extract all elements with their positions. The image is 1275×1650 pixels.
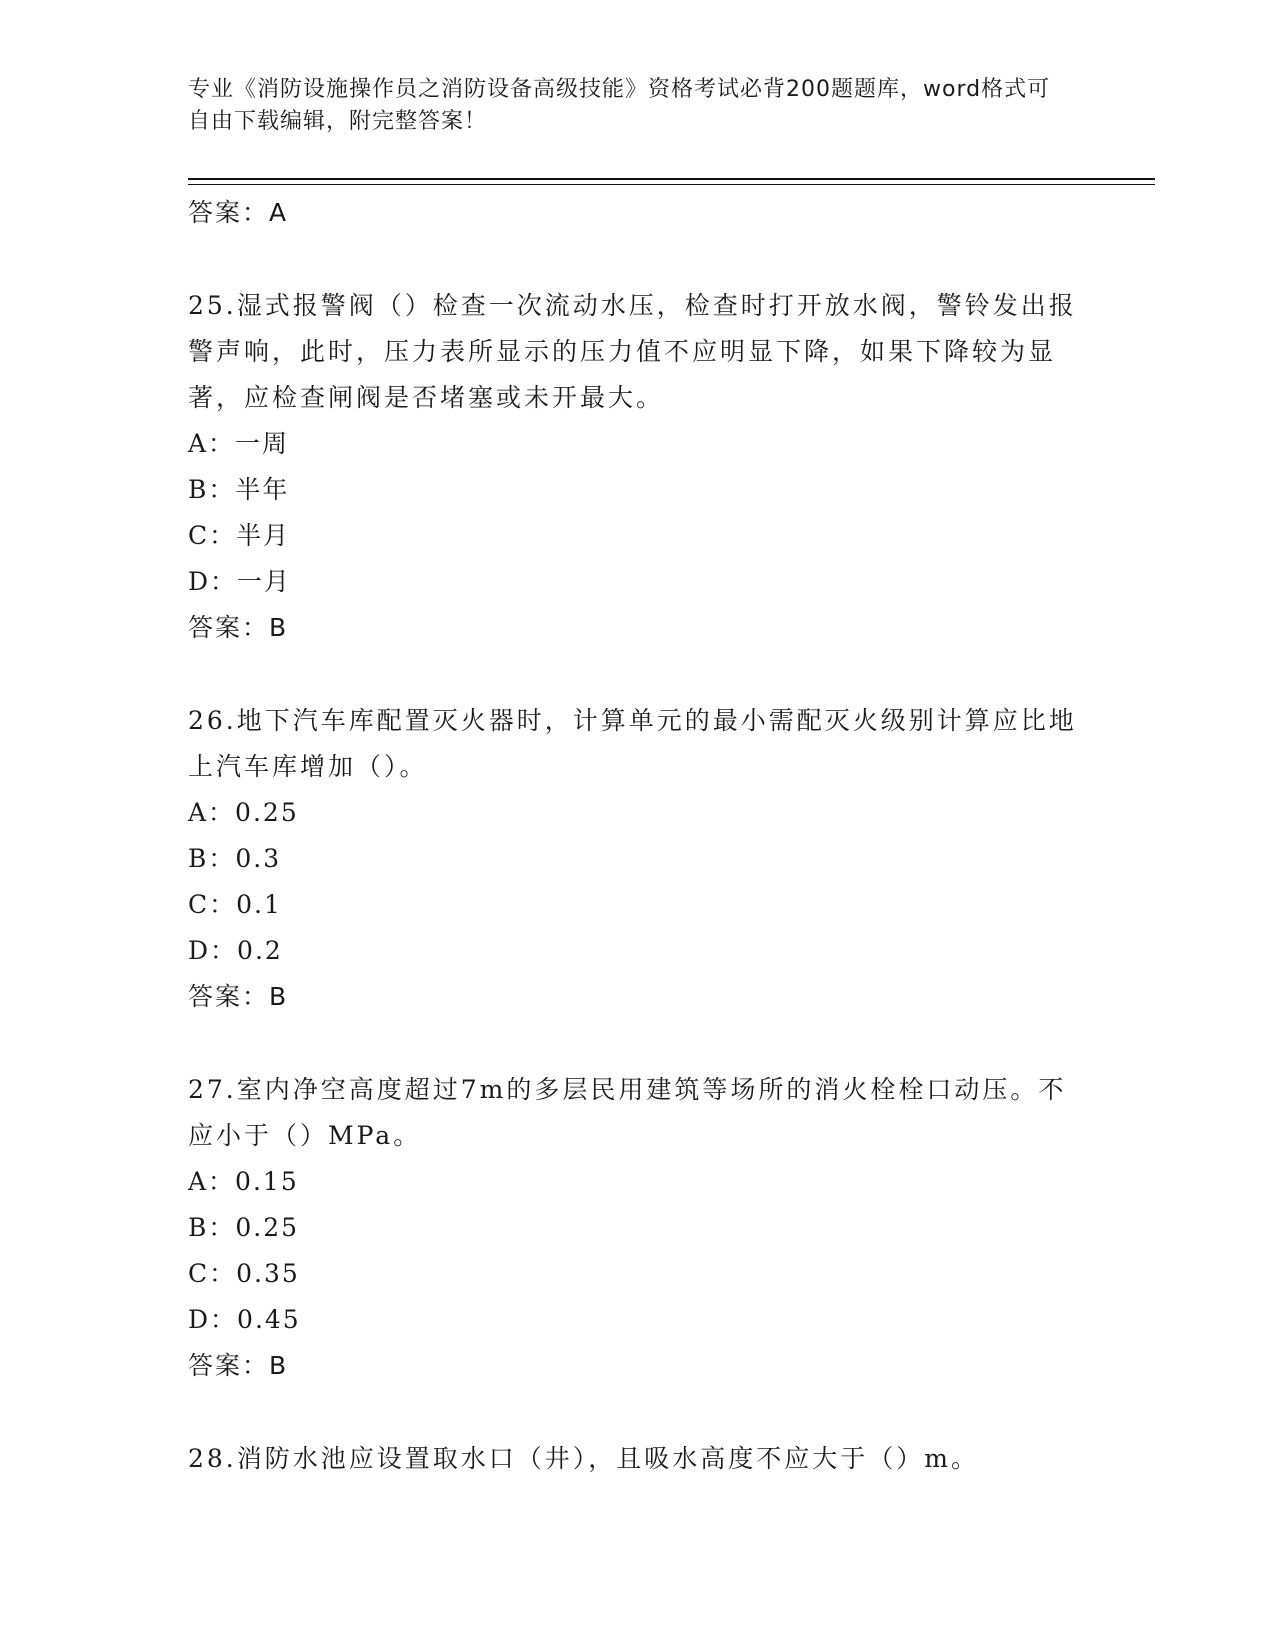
header-rule-thin — [188, 184, 1155, 185]
question-text: 27.室内净空高度超过7m的多层民用建筑等场所的消火栓栓口动压。不应小于（）MPa。 — [188, 1075, 1067, 1150]
answer-line: 答案：B — [188, 613, 289, 642]
option-a: A：0.25 — [188, 798, 299, 827]
option-c: C：0.35 — [188, 1259, 300, 1288]
question-text: 25.湿式报警阀（）检查一次流动水压，检查时打开放水阀，警铃发出报警声响，此时，压力表所显示的压力值不应明显下降，如果下降较为显著，应检查闸阀是否堵塞或未开最大。 — [188, 291, 1077, 412]
header-rule-thick — [188, 178, 1155, 180]
option-b: B：0.3 — [188, 844, 282, 873]
option-d: D：一月 — [188, 567, 292, 596]
answer-line: 答案：A — [188, 198, 289, 227]
question-text: 28.消防水池应设置取水口（井），且吸水高度不应大于（）m。 — [188, 1444, 979, 1473]
option-b: B：半年 — [188, 475, 290, 504]
option-b: B：0.25 — [188, 1213, 300, 1242]
question-25 — [188, 283, 1088, 650]
option-a: A：一周 — [188, 429, 290, 458]
option-d: D：0.45 — [188, 1305, 301, 1334]
question-27 — [188, 1067, 1088, 1388]
answer-line: 答案：B — [188, 1351, 289, 1380]
question-28 — [188, 1436, 1088, 1482]
answer-line: 答案：B — [188, 982, 289, 1011]
question-text: 26.地下汽车库配置灭火器时，计算单元的最小需配灭火级别计算应比地上汽车库增加（）。 — [188, 706, 1077, 781]
option-a: A：0.15 — [188, 1167, 299, 1196]
option-d: D：0.2 — [188, 936, 283, 965]
question-list — [188, 190, 1088, 1482]
document-header: 专业《消防设施操作员之消防设备高级技能》资格考试必背200题题库，word格式可自由下载编辑，附完整答案！ — [188, 77, 1051, 134]
question-26 — [188, 698, 1088, 1019]
option-c: C：0.1 — [188, 890, 282, 919]
option-c: C：半月 — [188, 521, 291, 550]
